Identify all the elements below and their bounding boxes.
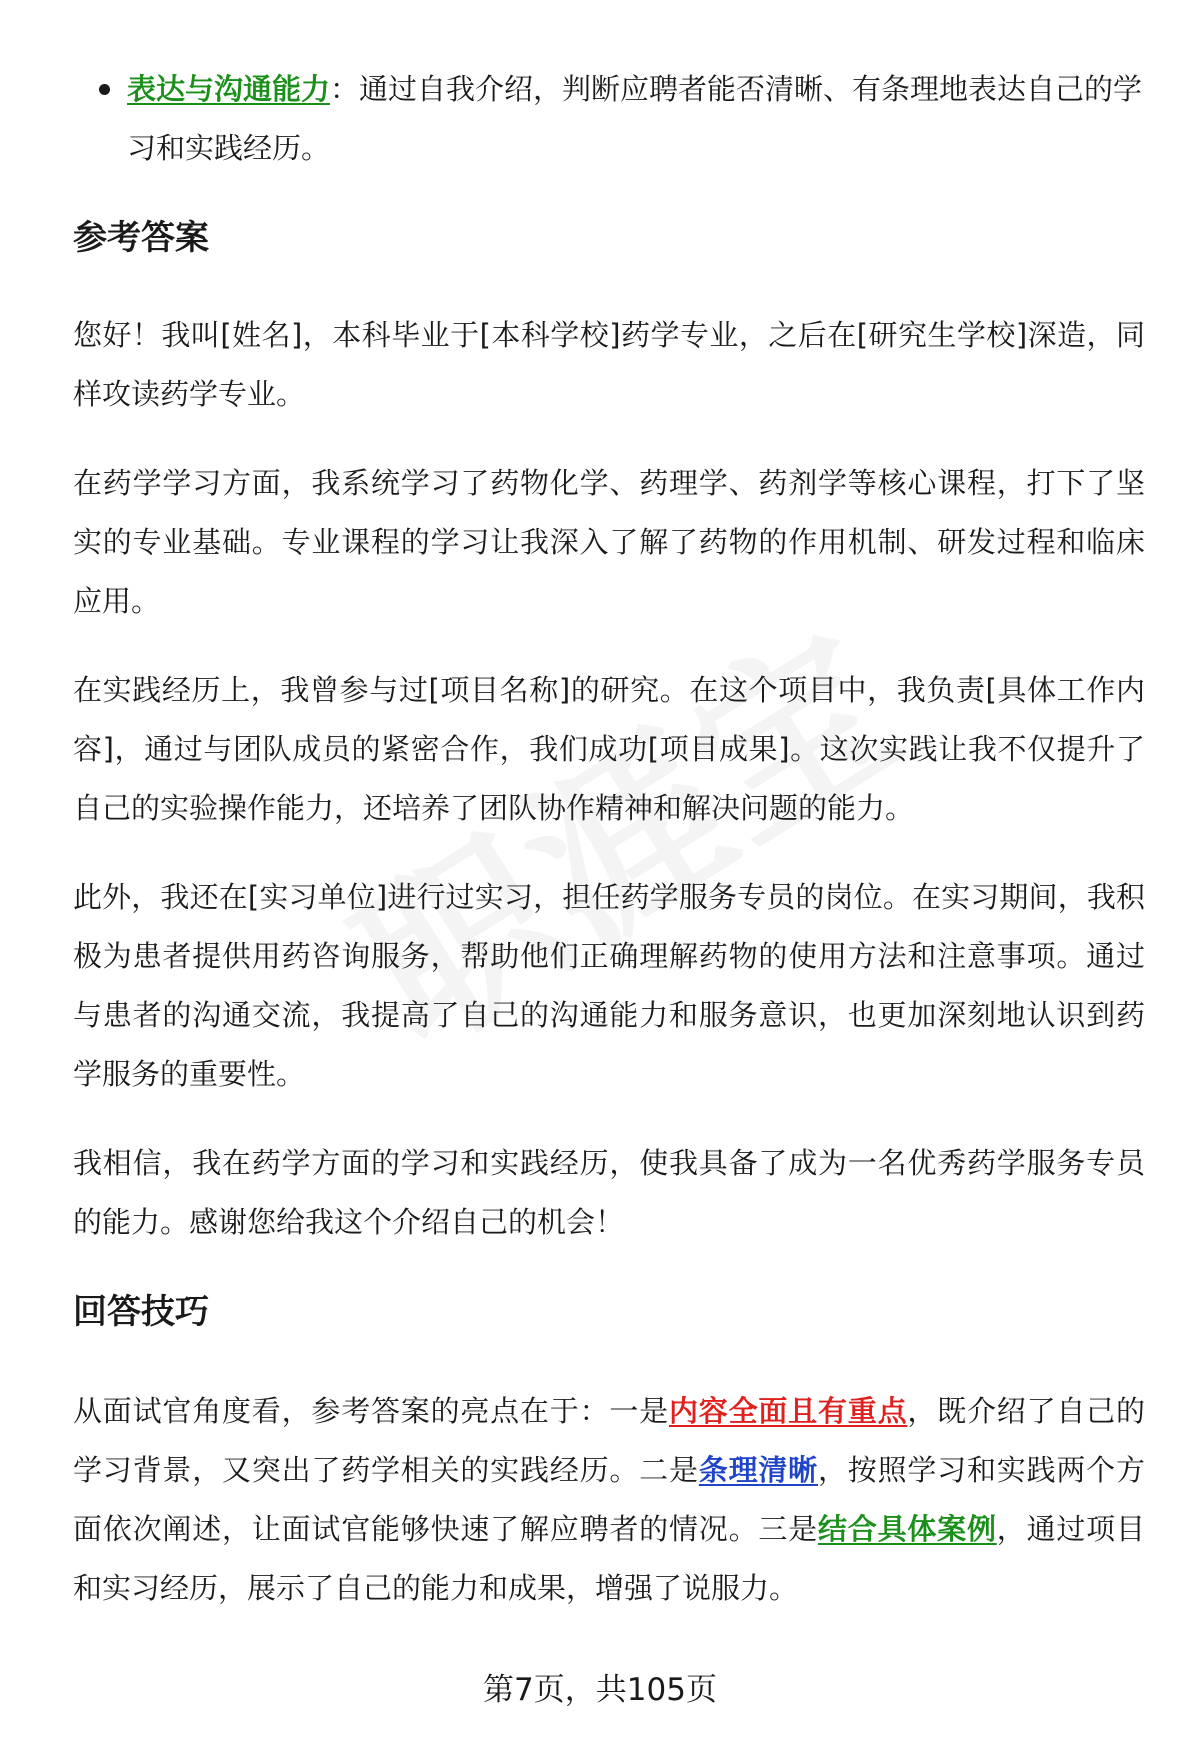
tips-text: 从面试官角度看，参考答案的亮点在于：一是 <box>73 1394 669 1428</box>
answer-paragraph: 我相信，我在药学方面的学习和实践经历，使我具备了成为一名优秀药学服务专员的能力。感谢您给我这个介绍自己的机会！ <box>73 1146 1145 1239</box>
bullet-text: ：通过自我介绍，判断应聘者能否清晰、有条理地表达自己的学习和实践经历。 <box>127 72 1143 165</box>
bullet-list-item <box>73 60 1145 178</box>
answer-paragraph: 在实践经历上，我曾参与过[项目名称]的研究。在这个项目中，我负责[具体工作内容]，通过与团队成员的紧密合作，我们成功[项目成果]。这次实践让我不仅提升了自己的实验操作能力，还培养了团队协作精神和解决问题的能力。 <box>73 673 1145 825</box>
highlight-blue: 条理清晰 <box>698 1453 818 1487</box>
tips-paragraph <box>73 1382 1145 1618</box>
tips-text: ，通过项目和实习经历，展示了自己的能力和成果，增强了说服力。 <box>73 1512 1145 1605</box>
answer-paragraph: 您好！我叫[姓名]，本科毕业于[本科学校]药学专业，之后在[研究生学校]深造，同样攻读药学专业。 <box>73 318 1145 411</box>
section-heading-reference-answer: 参考答案 <box>73 218 209 258</box>
answer-paragraph: 此外，我还在[实习单位]进行过实习，担任药学服务专员的岗位。在实习期间，我积极为患者提供用药咨询服务，帮助他们正确理解药物的使用方法和注意事项。通过与患者的沟通交流，我提高了自己的沟通能力和服务意识，也更加深刻地认识到药学服务的重要性。 <box>73 880 1145 1091</box>
tips-text: ，按照学习和实践两个方面依次阐述，让面试官能够快速了解应聘者的情况。三是 <box>73 1453 1145 1546</box>
highlight-red: 内容全面且有重点 <box>668 1394 908 1428</box>
highlight-green: 结合具体案例 <box>817 1512 997 1546</box>
highlight-term: 表达与沟通能力 <box>127 72 331 106</box>
content-area <box>73 60 1145 1648</box>
section-heading-answer-tips: 回答技巧 <box>73 1292 209 1332</box>
bullet-dot-icon <box>99 84 110 95</box>
answer-paragraph: 在药学学习方面，我系统学习了药物化学、药理学、药剂学等核心课程，打下了坚实的专业基础。专业课程的学习让我深入了解了药物的作用机制、研发过程和临床应用。 <box>73 466 1145 618</box>
page-number: 第7页，共105页 <box>483 1672 717 1708</box>
tips-text: ，既介绍了自己的学习背景，又突出了药学相关的实践经历。二是 <box>73 1394 1145 1487</box>
